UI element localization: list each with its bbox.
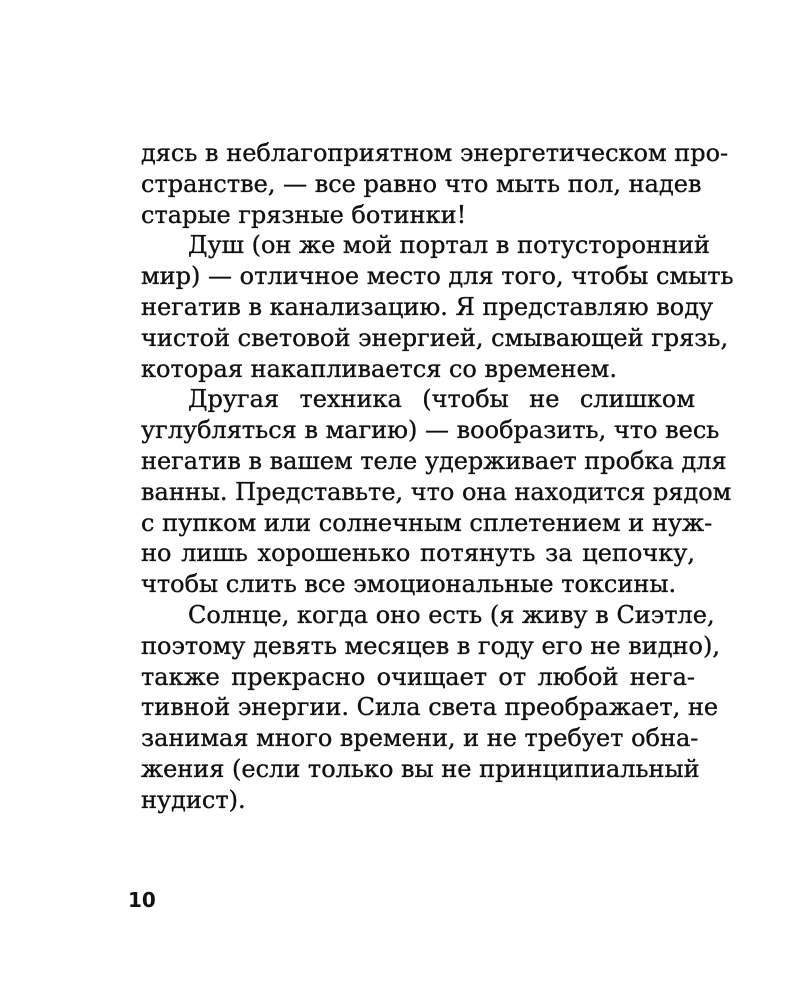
text-line: чтобы слить все эмоциональные токсины.	[141, 570, 677, 599]
text-line: негатив в канализацию. Я представляю воду	[141, 292, 714, 321]
page-number: 10	[128, 888, 156, 912]
text-line: нудист).	[141, 785, 246, 814]
text-line: тивной энергии. Сила света преображает, не	[141, 693, 719, 722]
body-text	[141, 138, 734, 816]
text-line: Душ (он же мой портал в потусторонний	[188, 231, 710, 260]
text-line: также прекрасно очищает от любой нега-	[141, 662, 695, 691]
text-line: но лишь хорошенько потянуть за цепочку,	[141, 539, 695, 568]
text-line: углубляться в магию) — вообразить, что весь	[141, 416, 720, 445]
text-line: мир) — отличное место для того, чтобы смыть	[141, 262, 734, 291]
text-line: занимая много времени, и не требует обна-	[141, 724, 699, 753]
text-line: которая накапливается со временем.	[141, 354, 617, 383]
text-line: старые грязные ботинки!	[141, 200, 467, 229]
text-line: Другая техника (чтобы не слишком	[188, 385, 695, 414]
text-line: жения (если только вы не принципиальный	[141, 754, 700, 783]
text-line: поэтому девять месяцев в году его не видно),	[141, 631, 720, 660]
text-line: чистой световой энергией, смывающей грязь,	[141, 323, 729, 352]
text-line: Солнце, когда оно есть (я живу в Сиэтле,	[188, 600, 715, 629]
text-line: с пупком или солнечным сплетением и нуж-	[141, 508, 713, 537]
text-line: негатив в вашем теле удерживает пробка для	[141, 446, 727, 475]
text-line: ванны. Представьте, что она находится рядом	[141, 477, 732, 506]
text-line: дясь в неблагоприятном энергетическом про-	[141, 139, 729, 167]
text-line: странстве, — все равно что мыть пол, надев	[141, 169, 702, 198]
